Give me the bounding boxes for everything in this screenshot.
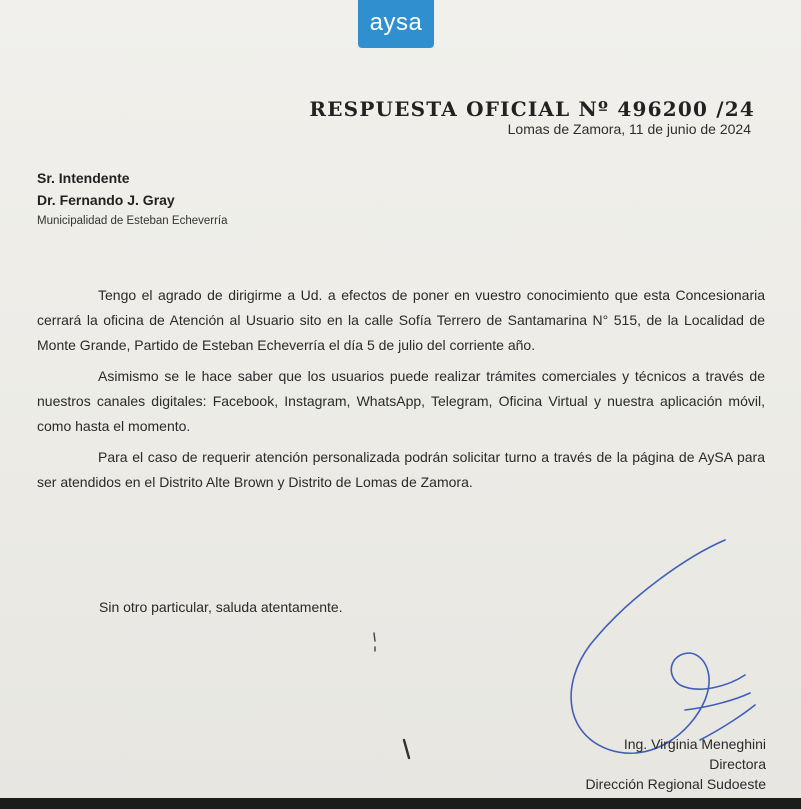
recipient-name: Dr. Fernando J. Gray bbox=[37, 192, 175, 208]
body-paragraph: Asimismo se le hace saber que los usuarios puede realizar trámites comerciales y técnicos a través de nuestros canales digitales: Facebook, Instagram, WhatsApp, Telegram, Oficina Virtual y nuestra aplicación móvil, como hasta el momento. bbox=[37, 368, 765, 434]
recipient-block bbox=[37, 167, 228, 231]
recipient-organization: Municipalidad de Esteban Echeverría bbox=[37, 215, 228, 227]
stray-ink-marks bbox=[360, 625, 420, 775]
signer-department: Dirección Regional Sudoeste bbox=[585, 776, 766, 792]
place-date: Lomas de Zamora, 11 de junio de 2024 bbox=[507, 121, 751, 137]
handwritten-signature bbox=[540, 535, 770, 765]
signer-name: Ing. Virginia Meneghini bbox=[623, 736, 766, 752]
closing-line: Sin otro particular, saluda atentamente. bbox=[99, 599, 343, 615]
letter-body bbox=[37, 283, 765, 501]
aysa-logo bbox=[358, 0, 434, 48]
logo-text: aysa bbox=[369, 9, 423, 36]
signature-block bbox=[585, 734, 766, 794]
signer-role: Directora bbox=[709, 756, 766, 772]
body-paragraph: Para el caso de requerir atención personalizada podrán solicitar turno a través de la página de AySA para ser atendidos en el Distrito Alte Brown y Distrito de Lomas de Zamora. bbox=[37, 449, 765, 490]
body-paragraph: Tengo el agrado de dirigirme a Ud. a efectos de poner en vuestro conocimiento que esta Concesionaria cerrará la oficina de Atención al Usuario sito en la calle Sofía Terrero de Santamarina N° 515, de la Localidad de Monte Grande, Partido de Esteban Echeverría el día 5 de julio del corriente año. bbox=[37, 287, 765, 353]
recipient-title: Sr. Intendente bbox=[37, 170, 130, 186]
bottom-border bbox=[0, 798, 801, 809]
document-title: RESPUESTA OFICIAL Nº 496200 /24 bbox=[309, 97, 755, 121]
